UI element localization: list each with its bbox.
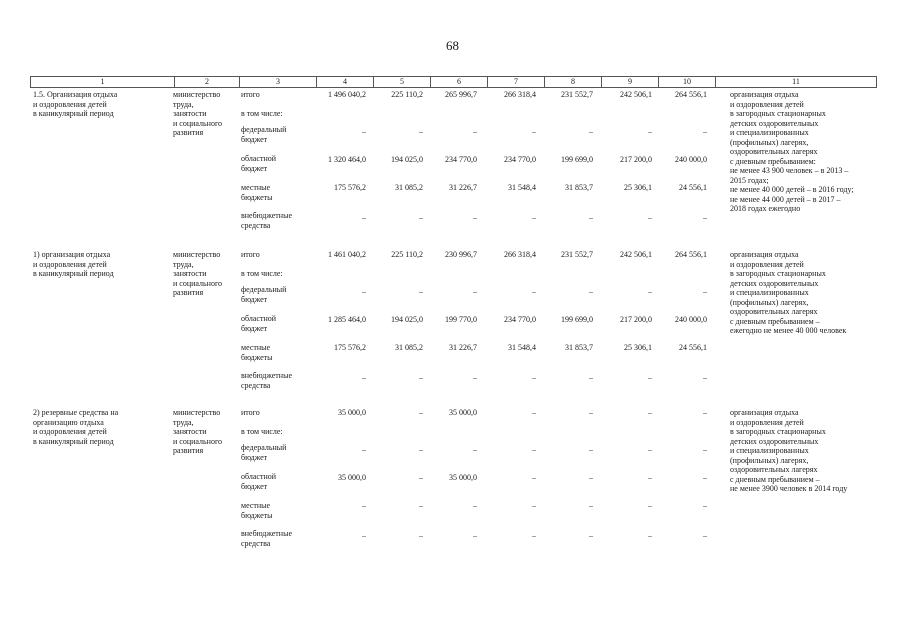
amount-cell: 35 000,0	[449, 473, 477, 482]
amount-cell: 266 318,4	[504, 90, 536, 99]
col-header-10: 10	[658, 77, 715, 87]
amount-cell: –	[532, 127, 536, 136]
amount-cell: 194 025,0	[391, 315, 423, 324]
amount-cell: –	[473, 127, 477, 136]
measure-title: 1) организация отдыха и оздоровления детей в каникулярный период	[33, 250, 114, 278]
amount-cell: –	[362, 501, 366, 510]
amount-cell: –	[589, 408, 593, 417]
table-section	[30, 88, 877, 248]
amount-cell: –	[703, 213, 707, 222]
amount-cell: 264 556,1	[675, 90, 707, 99]
amount-cell: –	[419, 373, 423, 382]
funding-source-label: внебюджетные средства	[241, 211, 292, 230]
amount-cell: –	[532, 408, 536, 417]
amount-cell: 240 000,0	[675, 315, 707, 324]
amount-cell: 265 996,7	[445, 90, 477, 99]
amount-cell: 31 085,2	[395, 343, 423, 352]
amount-cell: –	[362, 373, 366, 382]
amount-cell: 1 320 464,0	[328, 155, 366, 164]
amount-cell: 225 110,2	[391, 250, 423, 259]
funding-source-label: в том числе:	[241, 427, 283, 436]
amount-cell: 24 556,1	[679, 343, 707, 352]
expected-result: организация отдыха и оздоровления детей в загородных стационарных детских оздоровительных и специализированных (профильных) лагерях, оздоровительных лагерях с дневным пребыванием – не менее 3900 человек в 2014 году	[730, 408, 848, 493]
funding-source-label: областной бюджет	[241, 154, 277, 173]
table-section	[30, 406, 877, 566]
funding-source-label: областной бюджет	[241, 472, 277, 491]
amount-cell: –	[648, 473, 652, 482]
amount-cell: –	[473, 213, 477, 222]
amount-cell: 234 770,0	[504, 155, 536, 164]
amount-cell: 24 556,1	[679, 183, 707, 192]
amount-cell: –	[532, 445, 536, 454]
funding-source-label: в том числе:	[241, 109, 283, 118]
amount-cell: –	[703, 127, 707, 136]
amount-cell: –	[419, 408, 423, 417]
amount-cell: –	[419, 445, 423, 454]
funding-source-label: местные бюджеты	[241, 343, 273, 362]
amount-cell: 35 000,0	[338, 473, 366, 482]
amount-cell: 234 770,0	[504, 315, 536, 324]
amount-cell: 194 025,0	[391, 155, 423, 164]
measure-title: 1.5. Организация отдыха и оздоровления детей в каникулярный период	[33, 90, 118, 118]
table-section	[30, 248, 877, 408]
col-header-3: 3	[239, 77, 316, 87]
amount-cell: –	[419, 473, 423, 482]
amount-cell: –	[419, 501, 423, 510]
amount-cell: –	[589, 531, 593, 540]
expected-result: организация отдыха и оздоровления детей в загородных стационарных детских оздоровительных и специализированных (профильных) лагерях, оздоровительных лагерях с дневным пребыванием – ежегодно не менее 40 000 человек	[730, 250, 847, 335]
amount-cell: –	[703, 501, 707, 510]
funding-source-label: внебюджетные средства	[241, 529, 292, 548]
amount-cell: 31 853,7	[565, 183, 593, 192]
amount-cell: –	[419, 531, 423, 540]
amount-cell: 1 285 464,0	[328, 315, 366, 324]
amount-cell: 199 770,0	[445, 315, 477, 324]
executor: министерство труда, занятости и социального развития	[173, 250, 223, 297]
funding-source-label: местные бюджеты	[241, 183, 273, 202]
amount-cell: –	[362, 531, 366, 540]
expected-result: организация отдыха и оздоровления детей в загородных стационарных детских оздоровительных и специализированных (профильных) лагерях, оздоровительных лагерях с дневным пребыванием: не менее 43 900 человек – в 2013 – 2015 годах; не менее 40 000 детей – в 2016 году; не менее 44 000 детей – в 2017 – 2018 годах ежегодно	[730, 90, 854, 213]
amount-cell: 1 461 040,2	[328, 250, 366, 259]
funding-source-label: местные бюджеты	[241, 501, 273, 520]
amount-cell: –	[473, 531, 477, 540]
amount-cell: 234 770,0	[445, 155, 477, 164]
funding-source-label: федеральный бюджет	[241, 125, 287, 144]
amount-cell: –	[532, 287, 536, 296]
amount-cell: –	[648, 501, 652, 510]
amount-cell: 217 200,0	[620, 155, 652, 164]
amount-cell: –	[589, 473, 593, 482]
amount-cell: –	[648, 373, 652, 382]
funding-source-label: итого	[241, 90, 260, 99]
amount-cell: 217 200,0	[620, 315, 652, 324]
col-header-8: 8	[544, 77, 601, 87]
amount-cell: –	[703, 408, 707, 417]
col-header-5: 5	[373, 77, 430, 87]
col-header-4: 4	[316, 77, 373, 87]
amount-cell: –	[648, 408, 652, 417]
amount-cell: –	[473, 373, 477, 382]
amount-cell: –	[589, 127, 593, 136]
amount-cell: –	[648, 445, 652, 454]
funding-source-label: федеральный бюджет	[241, 285, 287, 304]
amount-cell: 25 306,1	[624, 183, 652, 192]
amount-cell: –	[362, 213, 366, 222]
amount-cell: 230 996,7	[445, 250, 477, 259]
amount-cell: –	[703, 531, 707, 540]
executor: министерство труда, занятости и социального развития	[173, 90, 223, 137]
amount-cell: –	[362, 445, 366, 454]
amount-cell: –	[362, 287, 366, 296]
amount-cell: 31 548,4	[508, 183, 536, 192]
amount-cell: –	[589, 213, 593, 222]
amount-cell: –	[532, 501, 536, 510]
measure-title: 2) резервные средства на организацию отдыха и оздоровления детей в каникулярный период	[33, 408, 119, 446]
amount-cell: –	[589, 501, 593, 510]
amount-cell: –	[419, 127, 423, 136]
amount-cell: –	[648, 213, 652, 222]
amount-cell: –	[589, 373, 593, 382]
amount-cell: 266 318,4	[504, 250, 536, 259]
col-header-11: 11	[715, 77, 876, 87]
page-number: 68	[446, 38, 459, 53]
col-header-9: 9	[601, 77, 658, 87]
col-header-6: 6	[430, 77, 487, 87]
amount-cell: –	[589, 287, 593, 296]
col-header-2: 2	[174, 77, 239, 87]
amount-cell: 35 000,0	[338, 408, 366, 417]
funding-source-label: в том числе:	[241, 269, 283, 278]
column-number-header	[30, 76, 877, 88]
amount-cell: –	[419, 287, 423, 296]
amount-cell: –	[703, 373, 707, 382]
col-header-1: 1	[100, 77, 105, 86]
amount-cell: –	[703, 287, 707, 296]
amount-cell: –	[532, 373, 536, 382]
amount-cell: –	[703, 473, 707, 482]
amount-cell: 199 699,0	[561, 155, 593, 164]
amount-cell: 231 552,7	[561, 250, 593, 259]
amount-cell: 231 552,7	[561, 90, 593, 99]
amount-cell: 240 000,0	[675, 155, 707, 164]
amount-cell: 31 226,7	[449, 343, 477, 352]
amount-cell: –	[362, 127, 366, 136]
amount-cell: –	[532, 473, 536, 482]
funding-source-label: итого	[241, 408, 260, 417]
amount-cell: –	[473, 445, 477, 454]
amount-cell: –	[419, 213, 423, 222]
funding-source-label: итого	[241, 250, 260, 259]
amount-cell: 31 085,2	[395, 183, 423, 192]
amount-cell: 35 000,0	[449, 408, 477, 417]
amount-cell: 199 699,0	[561, 315, 593, 324]
amount-cell: –	[589, 445, 593, 454]
amount-cell: –	[532, 213, 536, 222]
col-header-7: 7	[487, 77, 544, 87]
amount-cell: 225 110,2	[391, 90, 423, 99]
amount-cell: 31 226,7	[449, 183, 477, 192]
amount-cell: –	[648, 287, 652, 296]
funding-source-label: внебюджетные средства	[241, 371, 292, 390]
funding-source-label: областной бюджет	[241, 314, 277, 333]
amount-cell: 31 548,4	[508, 343, 536, 352]
funding-source-label: федеральный бюджет	[241, 443, 287, 462]
amount-cell: –	[648, 127, 652, 136]
budget-table	[30, 76, 877, 548]
executor: министерство труда, занятости и социального развития	[173, 408, 223, 455]
amount-cell: –	[473, 501, 477, 510]
amount-cell: –	[532, 531, 536, 540]
amount-cell: 25 306,1	[624, 343, 652, 352]
amount-cell: 242 506,1	[620, 250, 652, 259]
amount-cell: –	[473, 287, 477, 296]
amount-cell: 242 506,1	[620, 90, 652, 99]
amount-cell: –	[703, 445, 707, 454]
amount-cell: 31 853,7	[565, 343, 593, 352]
amount-cell: 264 556,1	[675, 250, 707, 259]
amount-cell: 175 576,2	[334, 183, 366, 192]
amount-cell: 1 496 040,2	[328, 90, 366, 99]
amount-cell: –	[648, 531, 652, 540]
amount-cell: 175 576,2	[334, 343, 366, 352]
